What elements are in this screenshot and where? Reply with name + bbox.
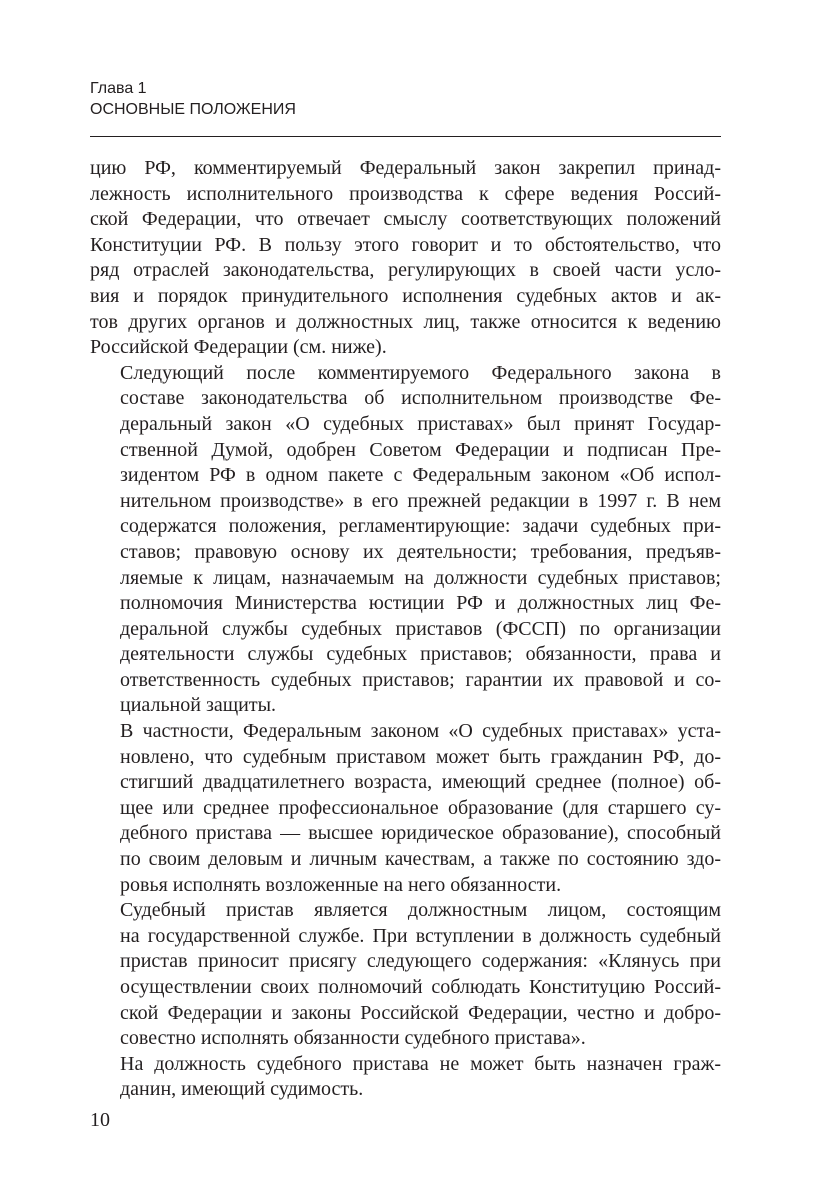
chapter-title: ОСНОВНЫЕ ПОЛОЖЕНИЯ [90,101,296,118]
chapter-label: Глава 1 [90,80,147,97]
text-line: ской Федерации, что отвечает смыслу соответствующих положений [90,208,721,231]
paragraph-4 [90,898,721,1052]
text-line: щее или среднее профессиональное образование (для старшего су- [120,796,721,819]
text-line: новлено, что судебным приставом может быть гражданин РФ, до- [120,745,721,768]
text-line: совестно исполнять обязанности судебного пристава». [120,1027,586,1050]
text-line: Конституции РФ. В пользу этого говорит и то обстоятельство, что [90,233,721,256]
text-line: ственной Думой, одобрен Советом Федерации и подписан Пре- [120,438,721,461]
text-line: дебного пристава — высшее юридическое образование), способный [120,822,721,845]
text-line: В частности, Федеральным законом «О судебных приставах» уста- [120,720,721,743]
text-line: Российской Федерации (см. ниже). [90,336,387,359]
text-line: деятельности службы судебных приставов; обязанности, права и [120,643,721,666]
text-line: по своим деловым и личным качествам, а также по состоянию здо- [120,848,721,871]
text-line: ской Федерации и законы Российской Федерации, честно и добро- [120,1001,721,1024]
page-number: 10 [90,1109,110,1131]
text-line: стигший двадцатилетнего возраста, имеющий среднее (полное) об- [120,771,721,794]
paragraph-5 [90,1052,721,1103]
text-line: ляемые к лицам, назначаемым на должности судебных приставов; [120,566,721,589]
paragraph-3 [90,719,721,898]
text-line: Следующий после комментируемого Федерального закона в [120,361,721,384]
text-line: Судебный пристав является должностным лицом, состоящим [120,899,721,922]
text-line: деральной службы судебных приставов (ФССП) по организации [120,617,721,640]
text-line: полномочия Министерства юстиции РФ и должностных лиц Фе- [120,592,721,615]
paragraph-1 [90,156,721,361]
text-line: ровья исполнять возложенные на него обязанности. [120,873,562,896]
text-line: лежность исполнительного производства к сфере ведения Россий- [90,182,721,205]
text-line: зидентом РФ в одном пакете с Федеральным законом «Об испол- [120,464,721,487]
text-line: содержатся положения, регламентирующие: задачи судебных при- [120,515,721,538]
text-line: нительном производстве» в его прежней редакции в 1997 г. В нем [120,489,721,512]
text-line: ставов; правовую основу их деятельности; требования, предъяв- [120,540,721,563]
paragraph-2 [90,361,721,719]
text-line: циальной защиты. [120,694,277,717]
text-line: ряд отраслей законодательства, регулирующих в своей части усло- [90,259,721,282]
text-line: данин, имеющий судимость. [120,1078,364,1101]
text-line: На должность судебного пристава не может быть назначен граж- [120,1052,721,1075]
text-line: вия и порядок принудительного исполнения судебных актов и ак- [90,284,721,307]
text-line: деральный закон «О судебных приставах» был принят Государ- [120,412,721,435]
text-line: на государственной службе. При вступлении в должность судебный [120,924,721,947]
running-header [90,78,720,120]
text-line: составе законодательства об исполнительном производстве Фе- [120,387,721,410]
text-line: тов других органов и должностных лиц, также относится к ведению [90,310,721,333]
text-line: осуществлении своих полномочий соблюдать Конституцию Россий- [120,976,721,998]
text-line: ответственность судебных приставов; гарантии их правовой и со- [120,668,721,691]
body-text [90,156,721,1103]
text-line: цию РФ, комментируемый Федеральный закон закрепил принад- [90,157,721,179]
header-rule [90,136,721,137]
text-line: пристав приносит присягу следующего содержания: «Клянусь при [120,950,721,973]
